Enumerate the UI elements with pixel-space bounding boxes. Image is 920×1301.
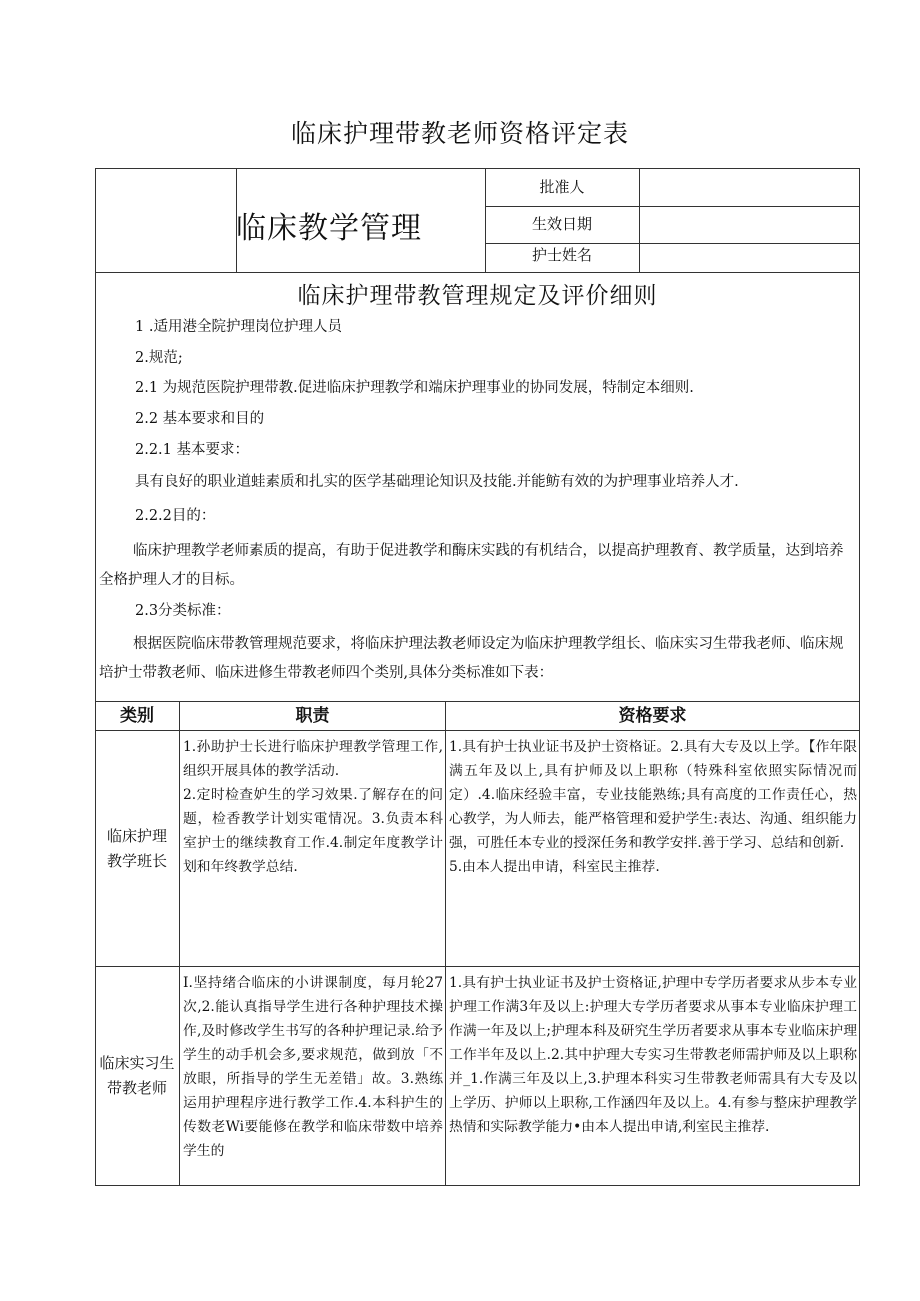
column-header-requirements: 资格要求 xyxy=(446,701,860,731)
department-name: 临床教学管理 xyxy=(236,211,422,246)
department-cell xyxy=(236,169,486,272)
approver-label: 批准人 xyxy=(485,169,640,206)
rule-paragraph: 2.3分类标准： xyxy=(135,603,231,619)
approver-value[interactable] xyxy=(640,169,859,206)
header-block xyxy=(95,168,860,273)
rule-paragraph: 具有良好的职业道蛙素质和扎实的医学基础理论知识及技能.并能鲂有效的为护理事业培养人才. xyxy=(135,474,739,490)
classification-table xyxy=(95,701,860,1186)
nurse-name-value[interactable] xyxy=(640,243,859,272)
effective-date-row xyxy=(485,206,859,244)
effective-date-value[interactable] xyxy=(640,206,859,243)
rule-paragraph: 2.2 基本要求和目的 xyxy=(135,411,265,427)
table-row-duties: 1.孙助护士长进行临床护理教学管理工作,组织开展具体的教学活动. 2.定时检查妒生的学习效果.了解存在的问题，检香教学计划实電情况。3.负责本科室护士的继续教育工作.4.制定年度教学计划和年终教学总结. xyxy=(180,731,446,967)
rule-paragraph: 2.2.1 基本要求： xyxy=(135,442,250,458)
rule-paragraph: 根据医院临床带教管理规范要求，将临床护理法教老师设定为临床护理教学组长、临床实习生带我老师、临床规培护士带教老师、临床进修生带教老师四个类别,具体分类标准如下表： xyxy=(99,636,844,681)
rule-paragraph: 临床护理教学老师素质的提高，有助于促进教学和酶床实践的有机结合，以提高护理教育、教学质量，达到培养全格护理人才的目标。 xyxy=(99,543,844,588)
rules-title: 临床护理带教管理规定及评价细则 xyxy=(297,283,658,309)
approver-row xyxy=(485,169,859,207)
effective-date-label: 生效日期 xyxy=(485,206,640,243)
category-label: 临床护理教学班长 xyxy=(106,826,167,870)
rule-paragraph: 1 .适用港全院护理岗位护理人员 xyxy=(135,319,342,335)
column-header-duties: 职责 xyxy=(180,701,446,731)
rule-paragraph: 2.规范; xyxy=(135,350,183,366)
rule-paragraph: 2.2.2目的： xyxy=(135,508,216,524)
header-blank-cell xyxy=(96,169,237,272)
table-row-category xyxy=(95,967,180,1186)
table-row-category xyxy=(95,731,180,967)
document-title: 临床护理带教老师资格评定表 xyxy=(290,119,629,148)
table-row-requirements: 1.具有护士执业证书及护士资格证,护理中专学历者要求从步本专业护理工作满3年及以上:护理大专学历者要求从事本专业临床护理工作满一年及以上;护理本科及研究生学历者要求从事本专业临床护理工作半年及以上.2.其中护理大专实习生带教老师需护师及以上职称并_1.作满三年及以上,3.护理本科实习生带教老师需具有大专及以上学历、护师以上职称,工作涵四年及以上。4.有参与整床护理教学热情和实际教学能力•由本人提出申请,利室民主推荐. xyxy=(446,967,860,1186)
column-header-category: 类别 xyxy=(95,701,180,731)
table-row-requirements: 1.具有护士执业证书及护士资格证。2.具有大专及以上学。【作年限满五年及以上,具有护师及以上职称（特殊科室依照实际情况而定）.4.临床经验丰富，专业技能熟练;具有高度的工作责任心，热心教学，为人师去，能严格管理和爱护学生:表达、沟通、组织能力强，可胜任本专业的授深任务和教学安拌.善于学习、总结和创新. 5.由本人提出申请，科室民主推荐. xyxy=(446,731,860,967)
category-label: 临床实习生带教老师 xyxy=(99,1054,175,1097)
nurse-name-label: 护士姓名 xyxy=(485,243,640,272)
rule-paragraph: 2.1 为规范医院护理带教.促进临床护理教学和端床护理事业的协同发展，特制定本细则. xyxy=(135,380,694,396)
nurse-name-row xyxy=(485,243,859,272)
table-row-duties: I.坚持绪合临床的小讲课制度，每月轮27次,2.能认真指导学生进行各种护理技术操作,及时修改学生书写的各种护理记录.给予学生的动手机会多,要求规范，做到放「不放眼，所指导的学生无差错」故。3.熟练运用护理程序进行教学工作.4.本科护生的传数老Wi要能修在教学和临床带数中培养学生的 xyxy=(180,967,446,1186)
